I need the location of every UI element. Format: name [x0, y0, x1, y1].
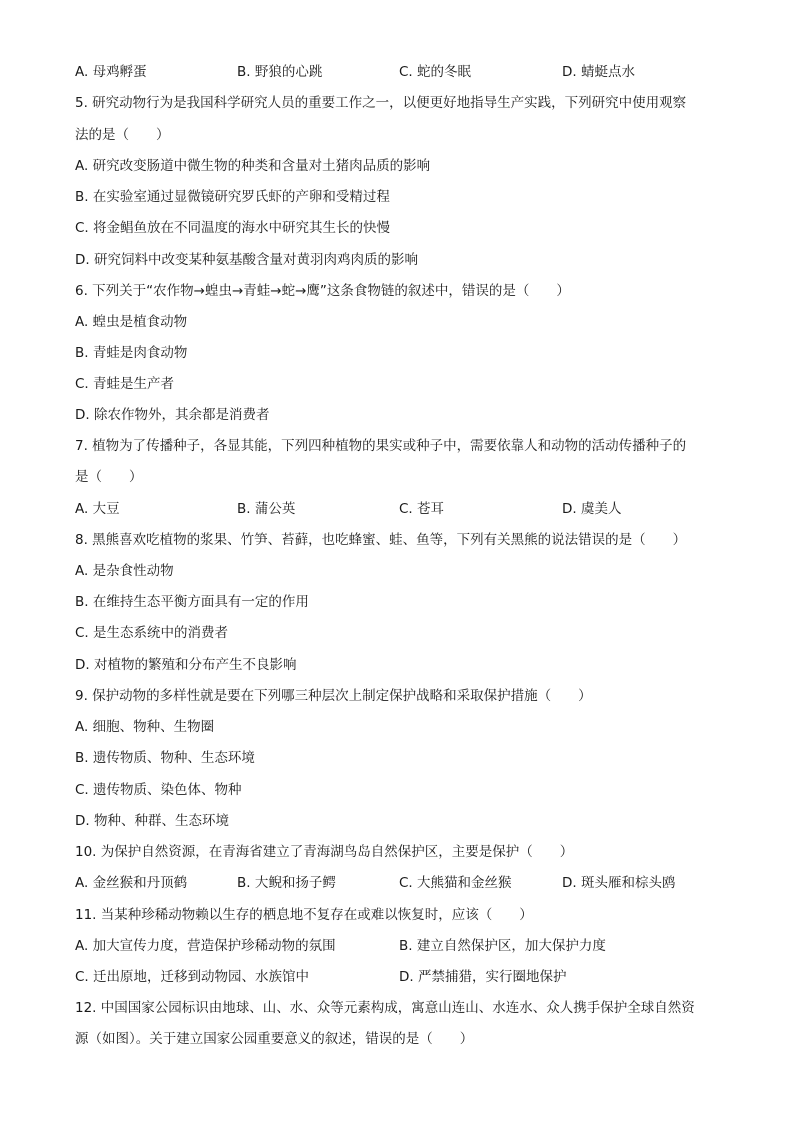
q10-option-c: C. 大熊猫和金丝猴: [399, 875, 512, 891]
q5-option-d: D. 研究饲料中改变某种氨基酸含量对黄羽肉鸡肉质的影响: [75, 252, 418, 268]
q12-stem-line2: 源（如图）。关于建立国家公园重要意义的叙述，错误的是（ ）: [75, 1031, 474, 1047]
q5-stem-line2: 法的是（ ）: [75, 127, 170, 143]
q9-option-d: D. 物种、种群、生态环境: [75, 813, 229, 829]
q11-option-b: B. 建立自然保护区，加大保护力度: [399, 938, 606, 954]
q5-option-c: C. 将金鲳鱼放在不同温度的海水中研究其生长的快慢: [75, 220, 391, 236]
q12-stem-line1: 12. 中国国家公园标识由地球、山、水、众等元素构成，寓意山连山、水连水、众人携手保护全球自然资: [75, 1000, 695, 1016]
q7-option-d: D. 虞美人: [562, 501, 622, 517]
q8-option-a: A. 是杂食性动物: [75, 563, 174, 579]
q5-stem-line1: 5. 研究动物行为是我国科学研究人员的重要工作之一，以便更好地指导生产实践，下列研究中使用观察: [75, 95, 687, 111]
q6-option-d: D. 除农作物外，其余都是消费者: [75, 407, 270, 423]
q11-option-d: D. 严禁捕猎，实行圈地保护: [399, 969, 567, 985]
q9-stem: 9. 保护动物的多样性就是要在下列哪三种层次上制定保护战略和采取保护措施（ ）: [75, 688, 592, 704]
q10-option-d: D. 斑头雁和棕头鸥: [562, 875, 676, 891]
q9-option-c: C. 遗传物质、染色体、物种: [75, 782, 242, 798]
q4-option-d: D. 蜻蜓点水: [562, 64, 635, 80]
q11-stem: 11. 当某种珍稀动物赖以生存的栖息地不复存在或难以恢复时，应该（ ）: [75, 907, 533, 923]
q10-option-b: B. 大鲵和扬子鳄: [237, 875, 336, 891]
q11-option-c: C. 迁出原地，迁移到动物园、水族馆中: [75, 969, 310, 985]
q7-stem-line2: 是（ ）: [75, 469, 143, 485]
q4-option-a: A. 母鸡孵蛋: [75, 64, 147, 80]
q8-option-b: B. 在维持生态平衡方面具有一定的作用: [75, 594, 309, 610]
q8-stem: 8. 黑熊喜欢吃植物的浆果、竹笋、苔藓，也吃蜂蜜、蛙、鱼等，下列有关黑熊的说法错误的是（ ）: [75, 532, 687, 548]
q8-option-d: D. 对植物的繁殖和分布产生不良影响: [75, 657, 297, 673]
q11-option-a: A. 加大宣传力度，营造保护珍稀动物的氛围: [75, 938, 336, 954]
q6-option-b: B. 青蛙是肉食动物: [75, 345, 188, 361]
q6-option-c: C. 青蛙是生产者: [75, 376, 175, 392]
q7-option-b: B. 蒲公英: [237, 501, 296, 517]
q7-stem-line1: 7. 植物为了传播种子，各显其能，下列四种植物的果实或种子中，需要依靠人和动物的活动传播种子的: [75, 438, 687, 454]
q10-stem: 10. 为保护自然资源，在青海省建立了青海湖鸟岛自然保护区，主要是保护（ ）: [75, 844, 574, 860]
q7-option-c: C. 苍耳: [399, 501, 445, 517]
q5-option-b: B. 在实验室通过显微镜研究罗氏虾的产卵和受精过程: [75, 189, 390, 205]
q6-option-a: A. 蝗虫是植食动物: [75, 314, 188, 330]
q8-option-c: C. 是生态系统中的消费者: [75, 625, 229, 641]
q7-option-a: A. 大豆: [75, 501, 120, 517]
q10-option-a: A. 金丝猴和丹顶鹤: [75, 875, 188, 891]
q4-option-c: C. 蛇的冬眠: [399, 64, 472, 80]
q6-stem: 6. 下列关于“农作物→蝗虫→青蛙→蛇→鹰”这条食物链的叙述中，错误的是（ ）: [75, 283, 570, 299]
q4-option-b: B. 野狼的心跳: [237, 64, 323, 80]
q5-option-a: A. 研究改变肠道中微生物的种类和含量对土猪肉品质的影响: [75, 158, 431, 174]
q9-option-a: A. 细胞、物种、生物圈: [75, 719, 215, 735]
q9-option-b: B. 遗传物质、物种、生态环境: [75, 750, 255, 766]
